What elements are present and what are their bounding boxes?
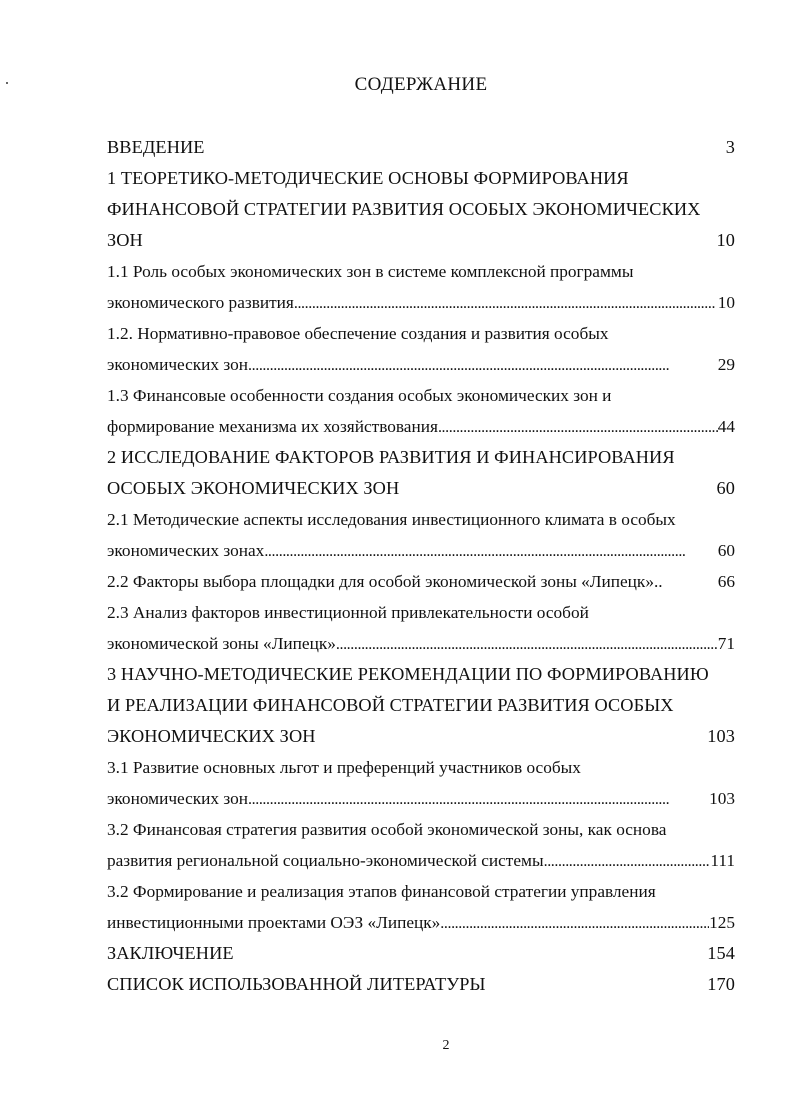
toc-entry-line (107, 659, 735, 690)
toc-entry-text: инвестиционными проектами ОЭЗ «Липецк» (107, 913, 441, 932)
table-of-contents (107, 132, 735, 1000)
toc-page-number: 103 (707, 726, 735, 746)
toc-entry-text: ФИНАНСОВОЙ СТРАТЕГИИ РАЗВИТИЯ ОСОБЫХ ЭКОНОМИЧЕСКИХ (107, 199, 701, 219)
toc-entry-text: И РЕАЛИЗАЦИИ ФИНАНСОВОЙ СТРАТЕГИИ РАЗВИТИЯ ОСОБЫХ (107, 695, 674, 715)
toc-entry-text: ЭКОНОМИЧЕСКИХ ЗОН (107, 726, 316, 746)
page-number: 2 (442, 1038, 450, 1053)
toc-entry-line (107, 535, 735, 566)
toc-entry-line (107, 504, 735, 535)
toc-entry-text: 1.3 Финансовые особенности создания особых экономических зон и (107, 386, 612, 405)
toc-entry-line (107, 783, 735, 814)
toc-entry-line (107, 380, 735, 411)
toc-entry-line (107, 597, 735, 628)
toc-page-number: 103 (709, 789, 735, 808)
toc-entry-line (107, 473, 735, 504)
toc-entry-text: ЗОН (107, 230, 143, 250)
toc-entry-text: 3.2 Финансовая стратегия развития особой экономической зоны, как основа (107, 820, 667, 839)
toc-page-number: 71 (717, 634, 735, 653)
toc-leader-dots (440, 907, 709, 938)
toc-entry-line (107, 752, 735, 783)
toc-entry-text: ЗАКЛЮЧЕНИЕ (107, 943, 234, 963)
toc-leader-dots (294, 287, 718, 318)
toc-entry-line (107, 194, 735, 225)
toc-entry-text: ВВЕДЕНИЕ (107, 137, 205, 157)
toc-entry-text: экономического развития (107, 293, 294, 312)
toc-leader-dots (544, 845, 711, 876)
toc-entry-line (107, 876, 735, 907)
toc-entry-text: 2 ИССЛЕДОВАНИЕ ФАКТОРОВ РАЗВИТИЯ И ФИНАНСИРОВАНИЯ (107, 447, 675, 467)
toc-entry-text: СПИСОК ИСПОЛЬЗОВАННОЙ ЛИТЕРАТУРЫ (107, 974, 486, 994)
toc-entry-line (107, 132, 735, 163)
toc-page-number: 154 (707, 943, 735, 963)
toc-page-number: 66 (717, 572, 735, 591)
toc-entry-text: экономических зонах (107, 541, 265, 560)
toc-page-number: 60 (717, 541, 735, 560)
toc-leader-dots (264, 535, 717, 566)
toc-entry-text: формирование механизма их хозяйствования (107, 417, 438, 436)
toc-entry-text: развития региональной социально-экономической системы (107, 851, 544, 870)
toc-page-number: 3 (725, 137, 735, 157)
toc-page-number: 10 (717, 293, 735, 312)
toc-entry-line (107, 969, 735, 1000)
toc-entry-line (107, 318, 735, 349)
toc-page-number: 125 (709, 913, 735, 932)
toc-page-number: 111 (710, 851, 735, 870)
toc-entry-line (107, 225, 735, 256)
toc-entry-line (107, 845, 735, 876)
toc-entry-line (107, 628, 735, 659)
toc-entry-text: экономических зон (107, 789, 249, 808)
toc-entry-line (107, 566, 735, 597)
toc-entry-text: 3.1 Развитие основных льгот и преференций участников особых (107, 758, 581, 777)
toc-entry-line (107, 349, 735, 380)
toc-entry-line (107, 256, 735, 287)
toc-leader-dots (248, 783, 709, 814)
toc-entry-line (107, 442, 735, 473)
toc-entry-line (107, 814, 735, 845)
toc-entry-text: 2.1 Методические аспекты исследования инвестиционного климата в особых (107, 510, 676, 529)
toc-entry-text: 3 НАУЧНО-МЕТОДИЧЕСКИЕ РЕКОМЕНДАЦИИ ПО ФОРМИРОВАНИЮ (107, 664, 709, 684)
toc-entry-text: ОСОБЫХ ЭКОНОМИЧЕСКИХ ЗОН (107, 478, 400, 498)
toc-entry-text: 1.2. Нормативно-правовое обеспечение создания и развития особых (107, 324, 609, 343)
toc-page-number: 29 (717, 355, 735, 374)
toc-entry-text: 2.3 Анализ факторов инвестиционной привлекательности особой (107, 603, 589, 622)
toc-leader-dots (438, 411, 718, 442)
toc-entry-line (107, 287, 735, 318)
toc-entry-line (107, 721, 735, 752)
toc-entry-text: экономических зон (107, 355, 249, 374)
toc-entry-text: 1 ТЕОРЕТИКО-МЕТОДИЧЕСКИЕ ОСНОВЫ ФОРМИРОВАНИЯ (107, 168, 629, 188)
toc-entry-line (107, 690, 735, 721)
toc-entry-text: 1.1 Роль особых экономических зон в системе комплексной программы (107, 262, 634, 281)
toc-entry-text: 3.2 Формирование и реализация этапов финансовой стратегии управления (107, 882, 656, 901)
toc-entry-line (107, 411, 735, 442)
toc-entry-text: 2.2 Факторы выбора площадки для особой экономической зоны «Липецк».. (107, 572, 663, 591)
toc-page-number: 44 (717, 417, 735, 436)
toc-entry-line (107, 907, 735, 938)
toc-page-number: 170 (707, 974, 735, 994)
toc-entry-line (107, 163, 735, 194)
toc-leader-dots (248, 349, 718, 380)
page-title: СОДЕРЖАНИЕ (354, 74, 488, 95)
toc-entry-text: экономической зоны «Липецк» (107, 634, 336, 653)
toc-entry-line (107, 938, 735, 969)
toc-page-number: 10 (716, 230, 735, 250)
toc-page-number: 60 (716, 478, 735, 498)
toc-leader-dots (336, 628, 718, 659)
